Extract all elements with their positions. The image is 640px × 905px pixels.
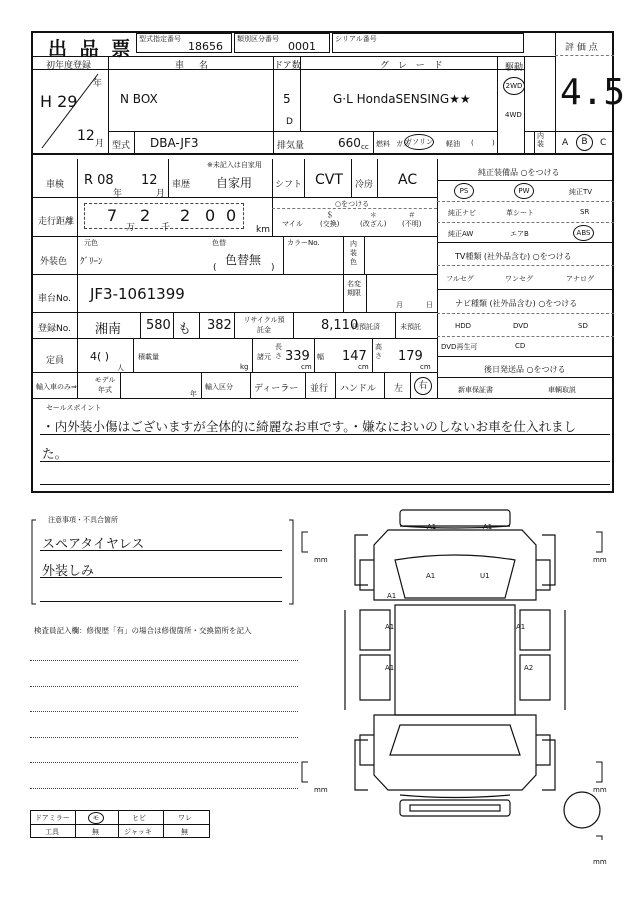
chassis-label: 車台No.	[38, 294, 71, 304]
equip-col-div	[437, 159, 438, 398]
ac: AC	[398, 172, 418, 188]
diagram-mark-1: A1	[427, 523, 437, 531]
odo-div	[272, 197, 273, 236]
shift-div	[272, 159, 273, 197]
handle-left: 左	[394, 384, 404, 394]
col-div-4	[497, 56, 498, 153]
mileage-km: km	[256, 225, 270, 235]
eq-hdd: HDD	[455, 322, 472, 330]
eq-pw: PW	[514, 183, 534, 199]
drive-label: 駆動	[505, 63, 524, 73]
fuel-gas: ガス	[396, 140, 410, 148]
name-change-div2	[366, 274, 367, 312]
eq-airbag: エアB	[510, 230, 529, 238]
model-year-unit: 年	[190, 390, 197, 398]
eq-leather: 革シート	[506, 209, 534, 217]
repaint-paren-close: )	[271, 263, 275, 273]
width-label: 幅	[317, 353, 324, 361]
sales-line-2: た。	[42, 446, 68, 461]
eq-dvd: DVD	[513, 322, 529, 330]
col-div-3	[300, 56, 301, 131]
notes-rule-2	[40, 577, 282, 578]
mm-rear-left: mm	[314, 786, 328, 794]
odo-exchange: ＄ (交換)	[320, 211, 340, 228]
eq-tv: 純正TV	[569, 188, 593, 196]
eq-line-6	[437, 289, 614, 290]
width-cm: cm	[358, 363, 369, 371]
col-div-1	[108, 56, 109, 153]
score-label: 評 価 点	[565, 43, 598, 53]
after-label: 後日発送品 ○をつける	[484, 365, 566, 374]
spec-line-3	[31, 274, 437, 275]
notes-rule-3	[40, 601, 282, 602]
odo-unknown: ＃ (不明)	[402, 211, 422, 228]
eq-abs: ABS	[573, 225, 594, 241]
height-label: 高さ	[375, 343, 382, 360]
spec-line-5	[31, 338, 437, 339]
len-label: 長さ	[275, 343, 282, 360]
shaken-era: R 08	[84, 173, 114, 188]
first-reg-year-unit: 年	[93, 79, 103, 89]
interior-a: A	[562, 138, 569, 148]
diagram-mark-8: A1	[385, 664, 395, 672]
mileage-digit-2: 2	[140, 206, 151, 225]
eq-line-7	[437, 313, 614, 314]
name-change-label: 名変期限	[347, 280, 361, 297]
first-reg-month-unit: 月	[95, 139, 105, 149]
ac-div	[351, 159, 352, 197]
int-color-label: 内装色	[350, 240, 357, 266]
mileage-digit-1: 7	[107, 206, 118, 225]
bt-tools: 工具	[45, 828, 59, 836]
capacity-label: 定員	[46, 356, 65, 366]
eq-line-4	[437, 242, 614, 243]
category-no: 0001	[288, 40, 316, 53]
interior-c: C	[600, 138, 607, 148]
name-change-month: 月	[396, 301, 403, 309]
dims-div	[252, 338, 253, 372]
handle-right: 右	[414, 377, 432, 395]
eq-line-3	[437, 222, 614, 223]
eq-analog: アナログ	[566, 275, 594, 283]
diagram-mark-9: A2	[524, 664, 534, 672]
handle-div	[335, 372, 336, 398]
first-reg-month: 12	[77, 128, 95, 144]
bt-jack: ジャッキ	[124, 828, 152, 836]
recycle-unit: 円預託済	[352, 323, 380, 331]
eq-line-5	[437, 265, 614, 266]
specs-top-line	[31, 153, 614, 155]
fuel-div	[373, 131, 374, 153]
plate-div-5	[293, 312, 294, 338]
eq-warranty: 新車保証書	[458, 386, 493, 394]
color-label: 外装色	[40, 257, 68, 267]
odo-modified: ＊ (改ざん)	[360, 211, 387, 228]
bt-mirror-val: モ	[88, 812, 104, 824]
sales-rule-1	[40, 434, 610, 435]
load-div	[133, 338, 134, 372]
bt-crack: ワレ	[178, 814, 192, 822]
capacity-unit: 人	[117, 364, 124, 372]
int-color-div	[343, 236, 344, 274]
eq-line-9	[437, 356, 614, 357]
col-div-5	[524, 56, 525, 153]
eq-fullseg: フルセグ	[446, 275, 474, 283]
repaint-paren-open: (	[213, 263, 217, 273]
specs-bottom-line	[31, 398, 614, 399]
history-div	[168, 159, 169, 197]
plate-kana: も	[178, 322, 192, 337]
color-no-div	[283, 236, 284, 274]
nav-type-label: ナビ種類 (社外品含む) ○をつける	[455, 299, 578, 308]
mm-front-right: mm	[593, 556, 607, 564]
category-label: 類別区分番号	[237, 35, 279, 43]
history-note: ※未記入は自家用	[207, 161, 262, 169]
model-cert-no: 18656	[188, 40, 223, 53]
chassis: JF3-1061399	[90, 285, 185, 303]
mm-rear-right: mm	[593, 786, 607, 794]
score-divider	[555, 55, 614, 56]
parallel: 並行	[310, 384, 329, 394]
sales-rule-2	[40, 461, 610, 462]
diagram-mark-2: A1	[483, 523, 493, 531]
height-cm: cm	[420, 363, 431, 371]
mileage-sen: 千	[161, 223, 171, 233]
import-type-div	[201, 372, 202, 398]
tv-type-label: TV種類 (社外品含む) ○をつける	[455, 252, 572, 261]
odo-circle-label: ○をつける	[335, 200, 370, 208]
eq-sr: SR	[580, 208, 590, 216]
inspector-rule-3	[30, 711, 298, 712]
model-year-div	[120, 372, 121, 398]
shaken-label: 車検	[46, 180, 65, 190]
recycle-not: 未預託	[400, 323, 421, 331]
mm-spare: mm	[593, 858, 607, 866]
load-kg: kg	[240, 363, 249, 371]
inspector-label: 検査員記入欄：修復歴「有」の場合は修復箇所・交換箇所を記入	[34, 626, 252, 635]
mileage-digit-3: 2	[180, 206, 191, 225]
car-name-line	[108, 69, 524, 70]
fuel-other-open: (	[471, 139, 474, 147]
width: 147	[342, 349, 367, 364]
sales-line-1: ・内外装小傷はございますが全体的に綺麗なお車です。・嫌なにおいのしないお車を仕入れまし	[42, 419, 577, 434]
first-reg-label: 初年度登録	[46, 61, 92, 71]
eq-dvd-play: DVD再生可	[441, 343, 478, 351]
eq-manual: 車輌取説	[548, 386, 576, 394]
spec-line-6	[31, 372, 437, 373]
interior-div	[534, 131, 535, 153]
interior-label: 内装	[537, 132, 544, 148]
plate-div-1	[140, 312, 141, 338]
mileage-digit-4: 0	[205, 206, 216, 225]
plate-div-3	[199, 312, 200, 338]
import-label: 輸入車のみ⇒	[36, 383, 77, 391]
shift-label: シフト	[275, 180, 303, 190]
serial-label: シリアル番号	[335, 35, 377, 43]
odo-dash	[272, 208, 437, 209]
grade: G·L HondaSENSING★★	[333, 92, 471, 106]
inspector-rule-5	[30, 762, 298, 763]
shaken-year-unit: 年	[113, 189, 123, 199]
fuel-label: 燃料	[376, 140, 390, 148]
fuel-other-close: )	[492, 139, 495, 147]
car-name: N BOX	[120, 92, 158, 106]
bt-v1	[75, 810, 76, 838]
diagram-mark-4: U1	[480, 572, 490, 580]
handle-label: ハンドル	[340, 384, 377, 394]
mileage-digit-5: 0	[226, 206, 237, 225]
handle-div3	[410, 372, 411, 398]
sales-rule-3	[40, 484, 610, 485]
eq-line-8	[437, 336, 614, 337]
bt-tools-val: 無	[92, 828, 99, 836]
orig-color-label: 元色	[84, 239, 98, 247]
inspector-rule-2	[30, 686, 298, 687]
repaint-label: 色替	[212, 239, 226, 247]
diagram-mark-3: A1	[426, 572, 436, 580]
interior-b: B	[576, 134, 593, 151]
drive-4wd: 4WD	[505, 111, 522, 119]
length-cm: cm	[301, 363, 312, 371]
bt-jack-val: 無	[181, 828, 188, 836]
eq-ps: PS	[454, 183, 474, 199]
load-label: 積載量	[138, 353, 159, 361]
page-title: 出 品 票	[48, 38, 134, 60]
odo-mile: マイル	[282, 220, 303, 228]
height-div	[372, 338, 373, 372]
eq-oneseg: ワンセグ	[505, 275, 533, 283]
plate-class: 580	[146, 318, 171, 333]
history-label: 車歴	[172, 180, 191, 190]
history: 自家用	[216, 176, 253, 190]
type-label: 型式	[112, 141, 131, 151]
name-change-div	[343, 274, 344, 312]
door-count: 5	[283, 92, 291, 106]
eq-aw: 純正AW	[448, 230, 474, 238]
inspector-rule-6	[30, 788, 298, 789]
shift: CVT	[315, 172, 343, 188]
score-value: 4.5	[560, 72, 626, 113]
row1-mid-line	[108, 131, 497, 132]
disp-div	[273, 131, 274, 153]
spec-line-1	[31, 197, 437, 198]
door-type: D	[286, 117, 293, 127]
dealer-div	[250, 372, 251, 398]
ac-label: 冷房	[355, 180, 374, 190]
car-name-label: 車 名	[175, 61, 214, 71]
dims-label: 諸元	[257, 353, 271, 361]
car-diagram	[300, 500, 610, 840]
notes-item-2: 外装しみ	[42, 564, 95, 579]
name-change-day: 日	[426, 301, 433, 309]
dealer: ディーラー	[254, 384, 299, 394]
mileage-man: 万	[126, 223, 136, 233]
door-label: ドア数	[274, 61, 301, 71]
drive-2wd: 2WD	[503, 77, 525, 95]
orig-color: ｸﾞﾘｰﾝ	[80, 257, 103, 267]
height: 179	[398, 349, 423, 364]
eq-cd: CD	[515, 342, 526, 350]
bt-mirror: ドアミラー	[35, 814, 70, 822]
fuel-petrol: ガソリン	[404, 134, 434, 150]
eq-line-1	[437, 180, 614, 181]
inspector-rule-1	[30, 660, 298, 661]
eq-line-10	[437, 377, 614, 378]
spec-line-2	[31, 236, 437, 237]
type-div	[134, 131, 135, 153]
displacement-unit: cc	[361, 143, 369, 151]
shift-div2	[304, 159, 305, 197]
plate-div-6	[395, 312, 396, 338]
diagram-mark-6: A1	[385, 623, 395, 631]
plate-div-2	[173, 312, 174, 338]
recycle: 8,110	[321, 318, 359, 333]
plate-region: 湘南	[95, 322, 122, 337]
mileage-label: 走行距離	[38, 217, 75, 227]
import-type-label: 輸入区分	[205, 383, 233, 391]
shaken-month: 12	[141, 173, 158, 188]
eq-nav: 純正ナビ	[448, 209, 476, 217]
notes-label: 注意事項・不具合箇所	[48, 516, 118, 524]
ac-div2	[377, 159, 378, 197]
handle-div2	[384, 372, 385, 398]
eq-line-2	[437, 201, 614, 202]
grade-label: グ レ ー ド	[380, 61, 446, 71]
type: DBA-JF3	[150, 136, 199, 150]
eq-sd: SD	[578, 322, 588, 330]
repaint: 色替無	[225, 253, 262, 267]
recycle-label: リサイクル預託金	[243, 316, 285, 334]
color-no-label: カラーNo.	[287, 239, 320, 247]
row1-top-line	[31, 56, 555, 57]
fuel-light: 軽油	[446, 140, 460, 148]
width-div	[314, 338, 315, 372]
length: 339	[285, 349, 310, 364]
notes-item-1: スペアタイヤレス	[42, 537, 145, 552]
plate-div-4	[234, 312, 235, 338]
inspector-rule-4	[30, 737, 298, 738]
genuine-label: 純正装備品 ○をつける	[478, 168, 560, 177]
bt-scratch: ヒビ	[132, 814, 146, 822]
mm-front-left: mm	[314, 556, 328, 564]
displacement: 660	[338, 136, 361, 150]
bt-h	[30, 824, 210, 825]
interior-top-line	[524, 131, 614, 132]
first-reg-era: H 29	[40, 92, 78, 111]
shaken-month-unit: 月	[156, 189, 166, 199]
diagram-mark-7: A1	[516, 623, 526, 631]
bt-v2	[118, 810, 119, 838]
specs-label-col	[77, 159, 78, 398]
plate-no: 382	[207, 318, 232, 333]
int-color-div2	[364, 236, 365, 274]
displacement-label: 排気量	[277, 141, 305, 151]
bt-v3	[163, 810, 164, 838]
capacity: 4( )	[90, 350, 110, 363]
plate-label: 登録No.	[38, 324, 71, 334]
model-year-label: モデル年式	[94, 376, 116, 394]
parallel-div	[305, 372, 306, 398]
sales-label: セールスポイント	[46, 404, 102, 412]
diagram-mark-5: A1	[387, 592, 397, 600]
model-cert-label: 型式指定番号	[139, 35, 181, 43]
notes-rule-1	[40, 550, 282, 551]
